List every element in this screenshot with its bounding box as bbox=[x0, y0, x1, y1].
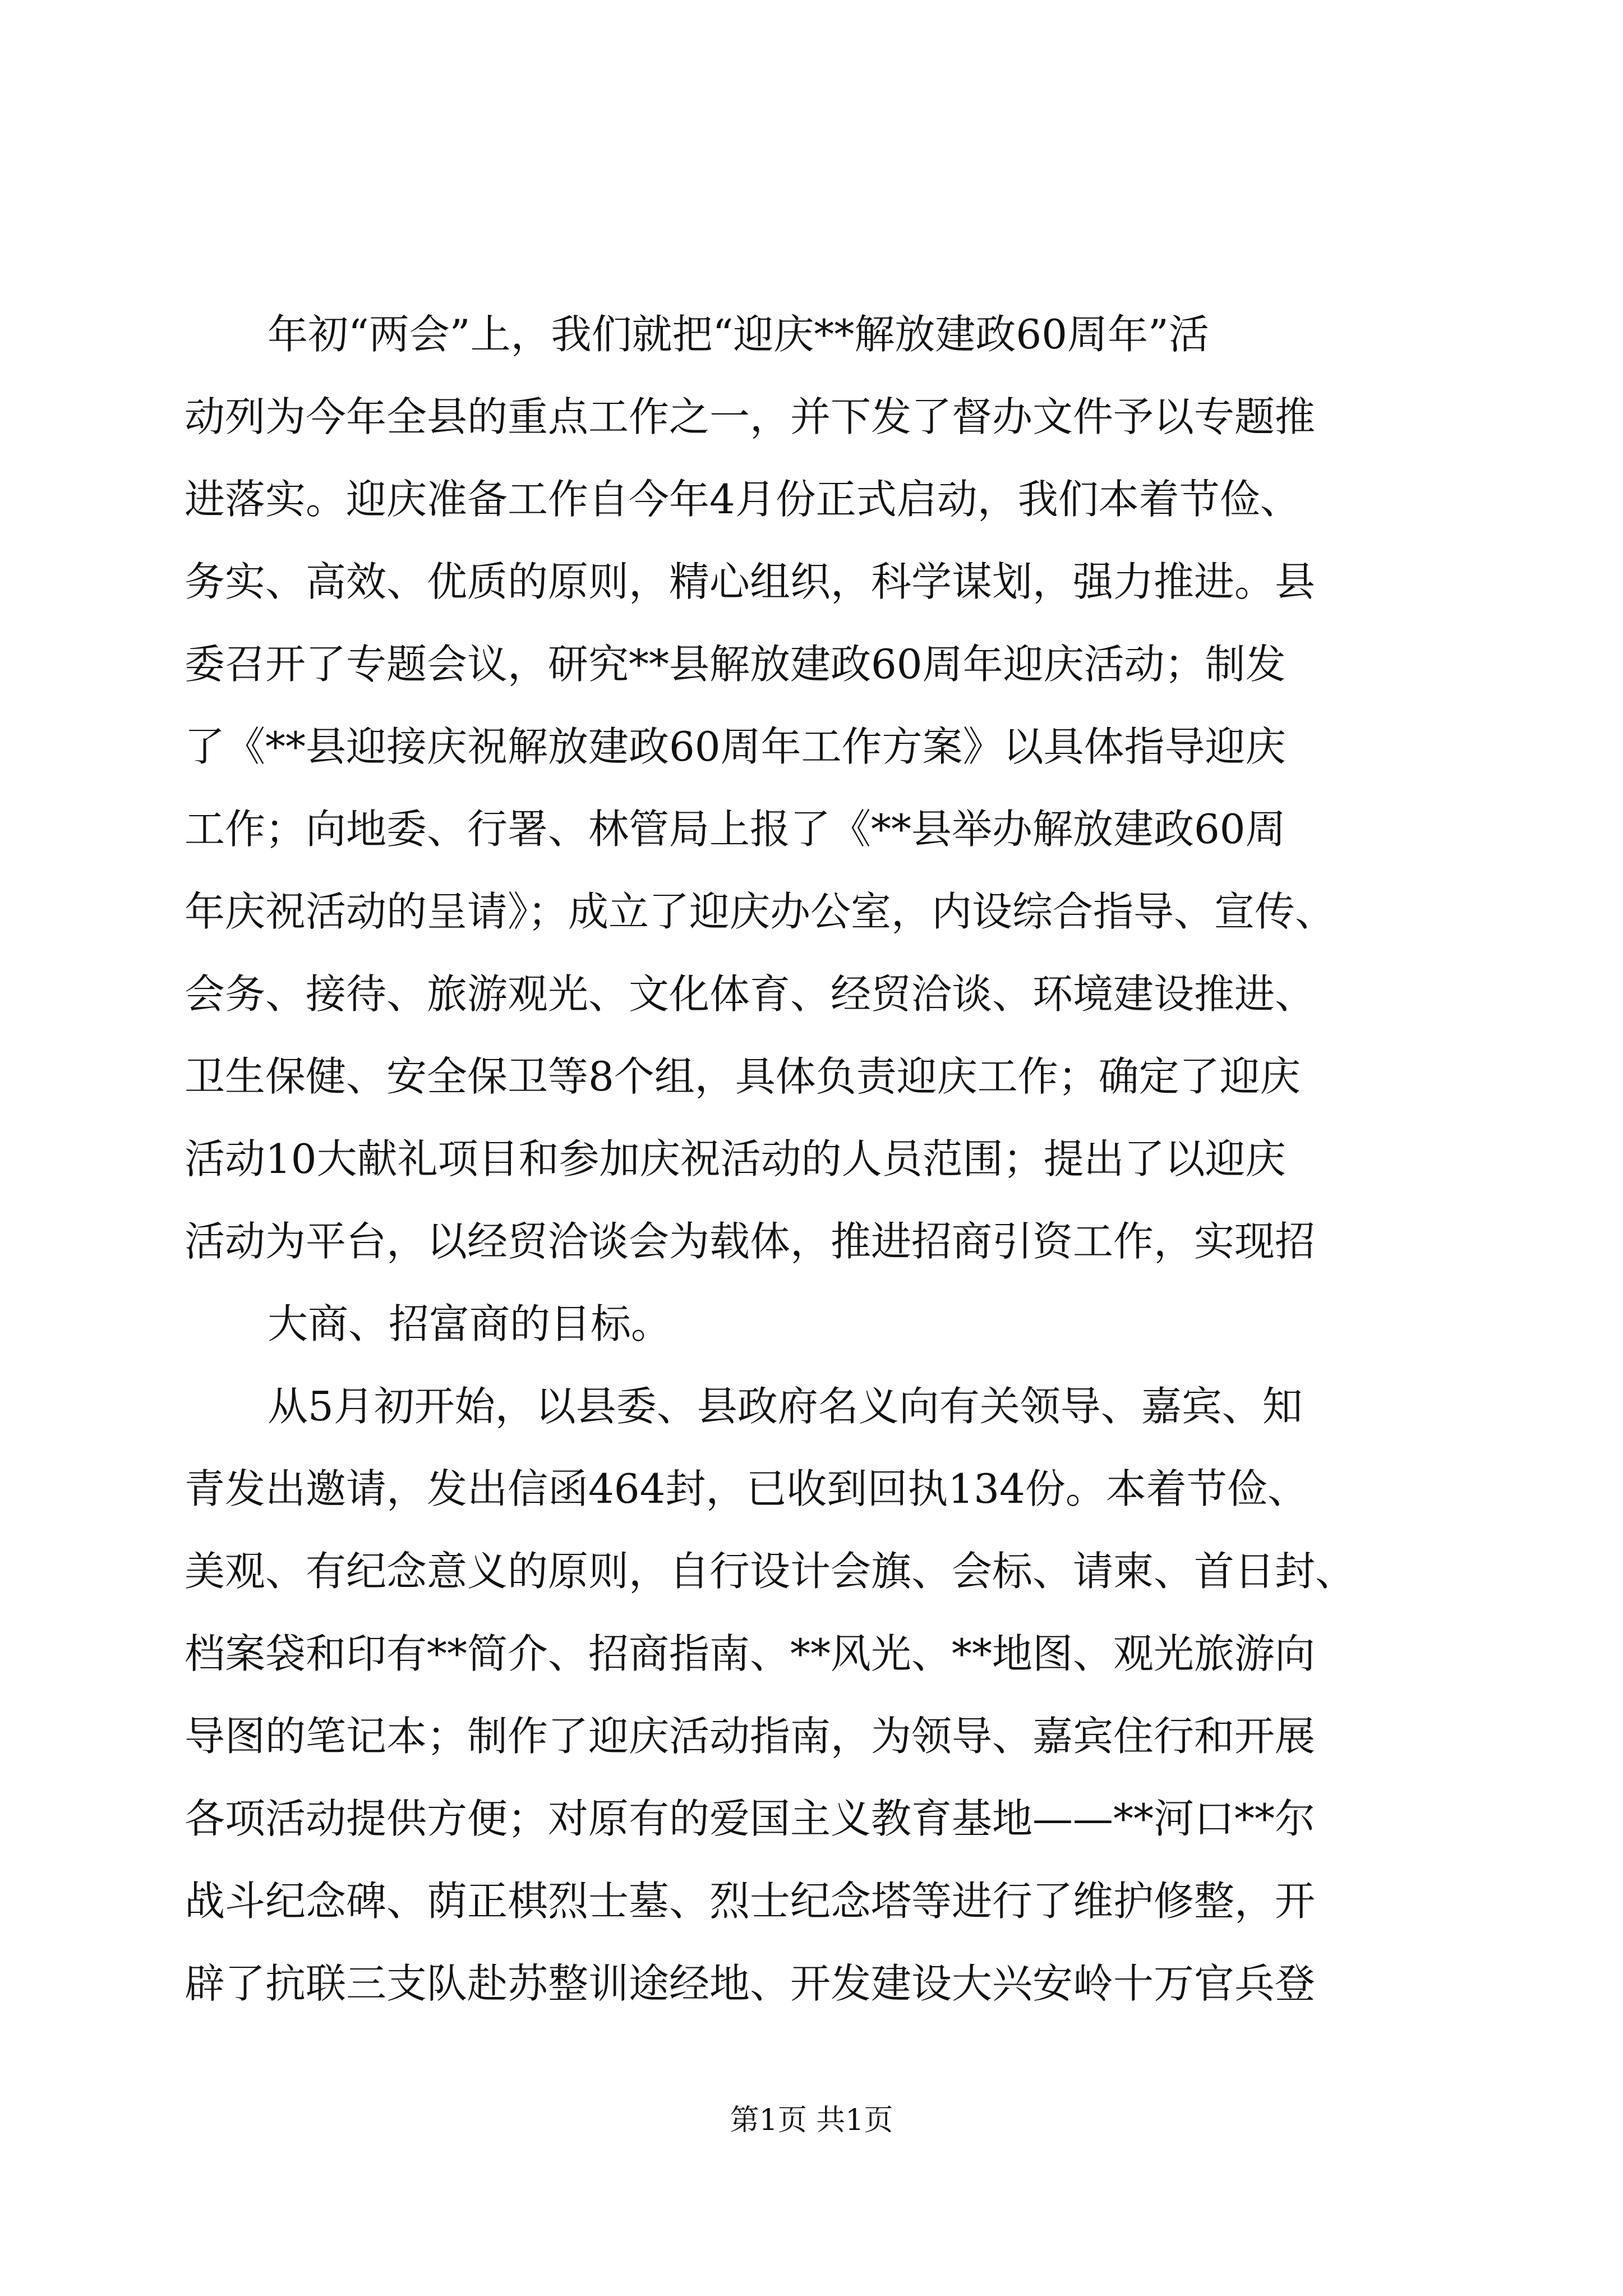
text-line: 年初“两会”上，我们就把“迎庆**解放建政60周年”活 bbox=[268, 311, 1209, 358]
text-line: 会务、接待、旅游观光、文化体育、经贸洽谈、环境建设推进、 bbox=[185, 970, 1316, 1018]
text-line: 导图的笔记本；制作了迎庆活动指南，为领导、嘉宾住行和开展 bbox=[185, 1713, 1316, 1760]
text-line: 大商、招富商的目标。 bbox=[268, 1300, 672, 1347]
text-line: 美观、有纪念意义的原则，自行设计会旗、会标、请柬、首日封、 bbox=[185, 1548, 1356, 1595]
text-line: 青发出邀请，发出信函464封，已收到回执134份。本着节俭、 bbox=[185, 1465, 1308, 1512]
text-line: 年庆祝活动的呈请》；成立了迎庆办公室，内设综合指导、宣传、 bbox=[185, 888, 1336, 935]
text-line: 工作；向地委、行署、林管局上报了《**县举办解放建政60周 bbox=[185, 806, 1286, 853]
text-line: 活动为平台，以经贸洽谈会为载体，推进招商引资工作，实现招 bbox=[185, 1218, 1316, 1265]
text-line: 委召开了专题会议，研究**县解放建政60周年迎庆活动；制发 bbox=[185, 641, 1286, 688]
text-line: 卫生保健、安全保卫等8个组，具体负责迎庆工作；确定了迎庆 bbox=[185, 1053, 1301, 1100]
text-line: 活动10大献礼项目和参加庆祝活动的人员范围；提出了以迎庆 bbox=[185, 1135, 1286, 1182]
text-line: 动列为今年全县的重点工作之一，并下发了督办文件予以专题推 bbox=[185, 393, 1316, 440]
text-line: 了《**县迎接庆祝解放建政60周年工作方案》以具体指导迎庆 bbox=[185, 723, 1286, 770]
text-line: 战斗纪念碑、荫正棋烈士墓、烈士纪念塔等进行了维护修整，开 bbox=[185, 1878, 1316, 1925]
text-line: 辟了抗联三支队赴苏整训途经地、开发建设大兴安岭十万官兵登 bbox=[185, 1960, 1316, 2007]
text-line: 从5月初开始，以县委、县政府名义向有关领导、嘉宾、知 bbox=[268, 1383, 1303, 1430]
text-line: 务实、高效、优质的原则，精心组织，科学谋划，强力推进。县 bbox=[185, 558, 1316, 605]
text-line: 各项活动提供方便；对原有的爱国主义教育基地——**河口**尔 bbox=[185, 1795, 1316, 1842]
text-line: 进落实。迎庆准备工作自今年4月份正式启动，我们本着节俭、 bbox=[185, 476, 1301, 523]
text-line: 档案袋和印有**简介、招商指南、**风光、**地图、观光旅游向 bbox=[185, 1630, 1316, 1677]
page-number-footer: 第1页 共1页 bbox=[730, 2104, 893, 2137]
